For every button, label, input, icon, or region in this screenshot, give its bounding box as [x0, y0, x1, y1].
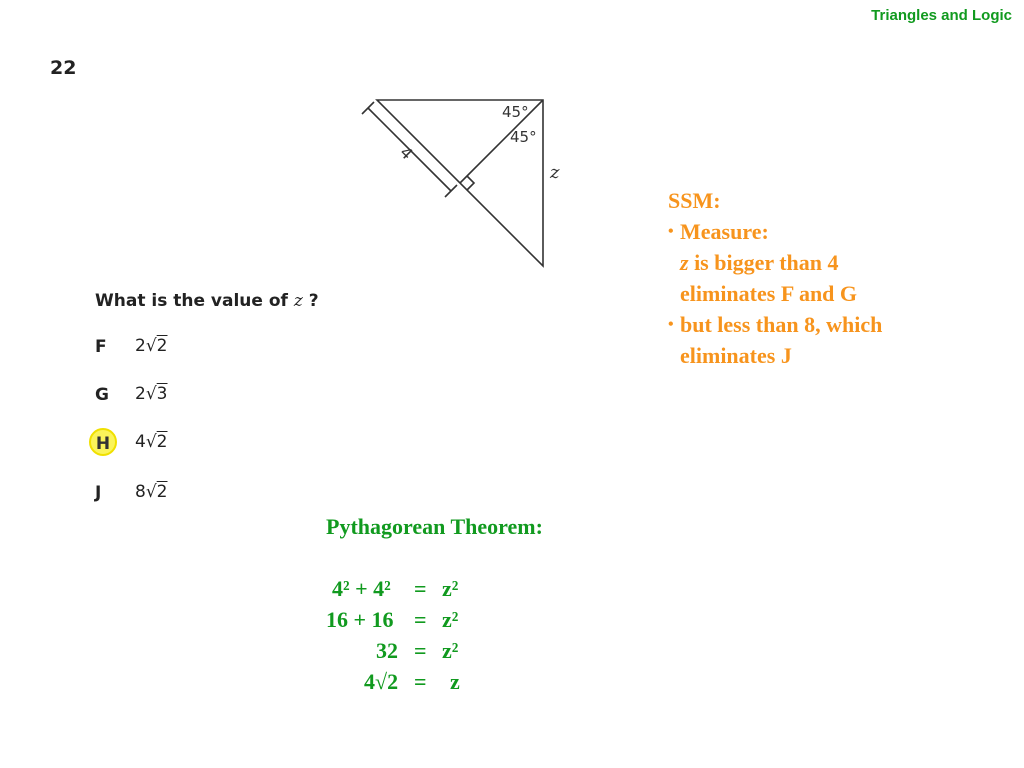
choice-letter: J — [95, 483, 102, 503]
angle-label-top: 45° — [502, 103, 529, 121]
question-number: 22 — [50, 57, 77, 79]
choice-value: 8√2 — [135, 482, 168, 502]
side-length-label: 4 — [396, 142, 417, 164]
bullet-icon: • — [668, 316, 674, 333]
equation-line: 4² + 4² = z² — [332, 576, 459, 601]
bullet-icon: • — [668, 223, 674, 240]
ssm-bullets — [668, 216, 998, 371]
pythagorean-title: Pythagorean Theorem: — [326, 514, 543, 539]
choice-letter: G — [95, 385, 109, 405]
angle-label-bottom: 45° — [510, 128, 537, 146]
pythagorean-work — [326, 511, 543, 697]
ssm-note — [668, 185, 998, 371]
question-text: What is the value of z ? — [95, 291, 319, 311]
ssm-bullet: • but less than 8, which eliminates J — [668, 309, 998, 371]
slide-title: Triangles and Logic — [871, 7, 1012, 24]
equation-line: 16 + 16 = z² — [326, 607, 459, 632]
choice-letter-highlighted: H — [89, 428, 117, 456]
ssm-bullet: • Measure: z is bigger than 4 eliminates F and G — [668, 216, 998, 309]
triangle-figure — [350, 88, 580, 278]
equation-line: 4√2 = z — [364, 669, 460, 694]
hypotenuse-label: z — [550, 162, 560, 183]
choice-value: 2√2 — [135, 336, 168, 356]
right-angle-marker — [467, 176, 474, 190]
equation-line: 32 = z² — [376, 638, 459, 663]
ssm-heading: SSM: — [668, 188, 721, 213]
choice-value: 2√3 — [135, 384, 168, 404]
choice-letter: F — [95, 337, 107, 357]
choice-value: 4√2 — [135, 432, 168, 452]
